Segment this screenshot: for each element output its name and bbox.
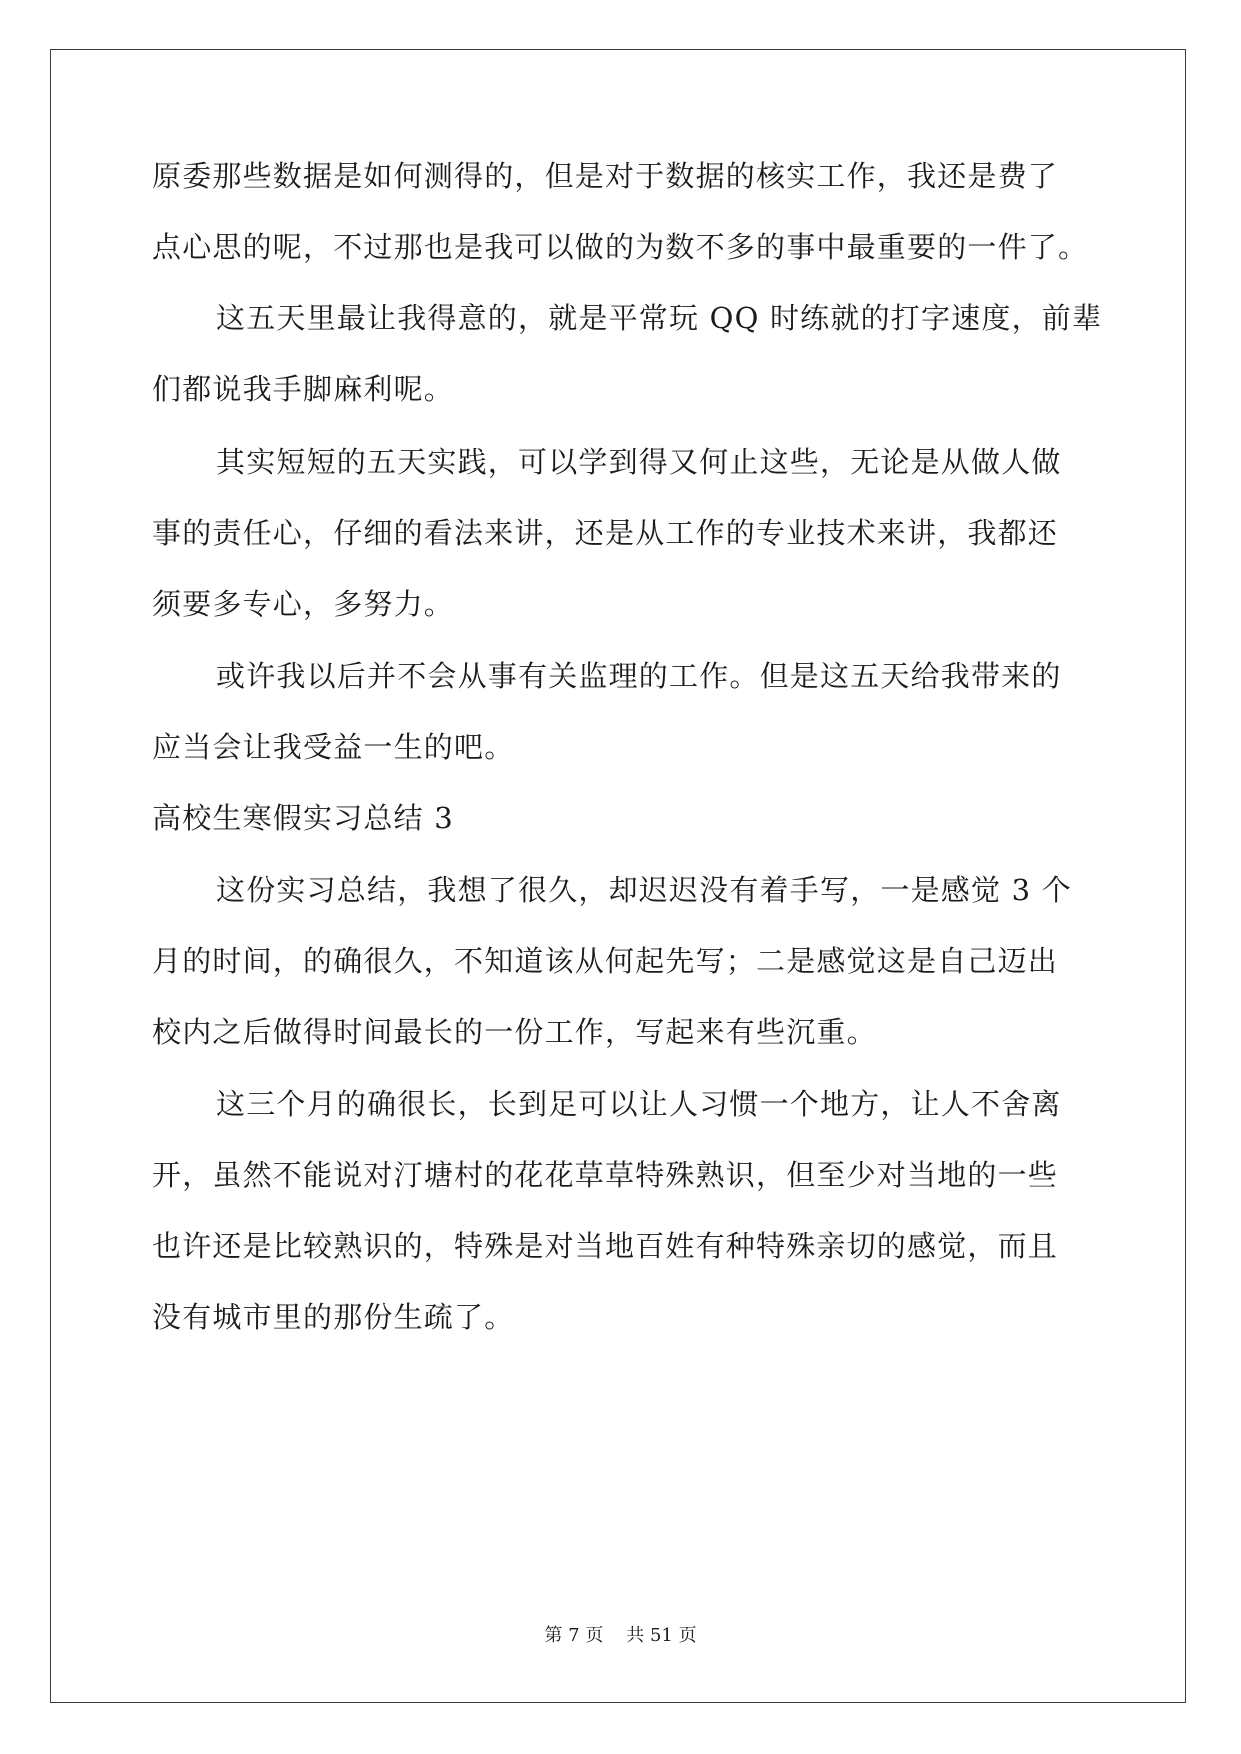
page-total: 共 51 页 — [626, 1625, 697, 1646]
page-footer — [0, 1624, 1241, 1648]
text-line: 校内之后做得时间最长的一份工作，写起来有些沉重。 — [152, 1015, 877, 1049]
text-line: 月的时间，的确很久，不知道该从何起先写；二是感觉这是自己迈出 — [152, 944, 1059, 978]
text-line: 点心思的呢，不过那也是我可以做的为数不多的事中最重要的一件了。 — [152, 230, 1089, 264]
text-line: 也许还是比较熟识的，特殊是对当地百姓有种特殊亲切的感觉，而且 — [152, 1229, 1059, 1263]
text-line: 没有城市里的那份生疏了。 — [152, 1300, 515, 1334]
text-line: 应当会让我受益一生的吧。 — [152, 730, 515, 764]
section-heading: 高校生寒假实习总结 3 — [152, 801, 454, 835]
page-number: 第 7 页 — [544, 1625, 604, 1646]
text-line: 事的责任心，仔细的看法来讲，还是从工作的专业技术来讲，我都还 — [152, 516, 1059, 550]
paragraph-first-line: 或许我以后并不会从事有关监理的工作。但是这五天给我带来的 — [216, 659, 1062, 693]
paragraph-first-line: 这五天里最让我得意的，就是平常玩 QQ 时练就的打字速度，前辈 — [216, 301, 1103, 335]
paragraph-first-line: 这三个月的确很长，长到足可以让人习惯一个地方，让人不舍离 — [216, 1087, 1062, 1121]
paragraph-first-line: 其实短短的五天实践，可以学到得又何止这些，无论是从做人做 — [216, 445, 1062, 479]
text-line: 须要多专心，多努力。 — [152, 587, 455, 621]
text-line: 原委那些数据是如何测得的，但是对于数据的核实工作，我还是费了 — [152, 159, 1059, 193]
text-line: 开，虽然不能说对汀塘村的花花草草特殊熟识，但至少对当地的一些 — [152, 1158, 1059, 1192]
text-line: 们都说我手脚麻利呢。 — [152, 372, 455, 406]
paragraph-first-line: 这份实习总结，我想了很久，却迟迟没有着手写，一是感觉 3 个 — [216, 873, 1072, 907]
